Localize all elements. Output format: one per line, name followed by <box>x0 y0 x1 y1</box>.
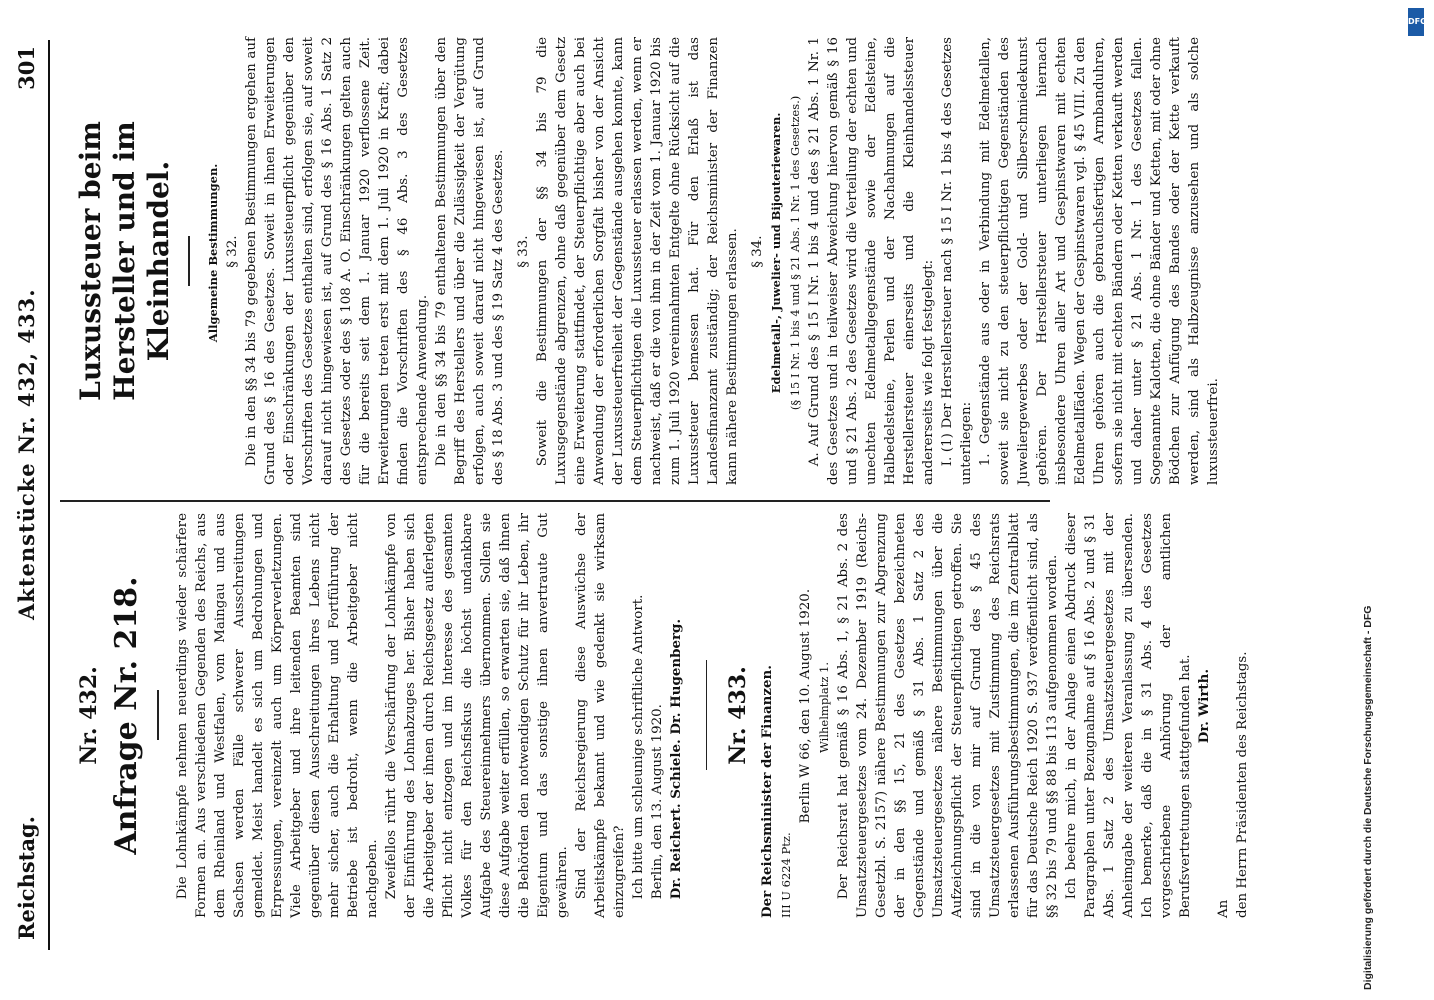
doc433-addressee-line1: An <box>1216 899 1231 918</box>
doc432-number: Nr. 432. <box>76 666 102 765</box>
header-left: Reichstag. <box>14 816 39 940</box>
right-column <box>58 37 1223 485</box>
para34-subheading: (§ 15 I Nr. 1 bis 4 und § 21 Abs. 1 Nr. 1 des Gesetzes.) <box>787 95 802 411</box>
para34-label: § 34. <box>749 235 765 268</box>
left-column <box>58 513 1252 918</box>
doc433-signature: Dr. Wirth. <box>1196 668 1212 744</box>
doc432-title: Anfrage Nr. 218. <box>109 576 144 855</box>
section-general-heading: Allgemeine Bestimmungen. <box>205 163 220 343</box>
para34-heading: Edelmetall-, Juwelier- und Bijouteriewaren. <box>768 112 783 394</box>
column-divider <box>60 500 1050 502</box>
doc432-paragraph: Zweifellos rührt die Verschärfung der Lohnkämpfe von der Einführung des Lohnabzuges her. Bisher haben sich die Arbeitgeber der ihnen durch Reichsgesetz auferlegten Pflicht nicht entzogen und im Interesse des gesamten Volkes für den Reichsfiskus die höchst undankbare Aufgabe des Steuereinnehmers übernommen. Sollen sie diese Aufgabe weiter erfüllen, so erwarten sie, daß ihnen die Behörden den notwendigen Schutz für ihr Leben, ihr Eigentum und das sonstige ihnen anvertraute Gut gewähren. <box>383 513 570 918</box>
doc433-addressee-line2: den Herrn Präsidenten des Reichstags. <box>1235 651 1250 918</box>
doc433-number: Nr. 433. <box>725 666 751 765</box>
enclosure-title: Luxussteuer beim Hersteller und im Kleinhandel. <box>74 121 175 401</box>
doc432-paragraph: Sind der Reichsregierung diese Auswüchse der Arbeitskämpfe bekannt und wie gedenkt sie wirksam einzugreifen? <box>573 513 627 918</box>
para34-paragraph: I. (1) Der Herstellersteuer nach § 15 I Nr. 1 bis 4 des Gesetzes unterliegen: <box>939 37 974 485</box>
page-number: 301 <box>14 46 39 90</box>
para32-paragraph: Die in den §§ 34 bis 79 gegebenen Bestimmungen ergehen auf Grund des § 16 des Gesetzes. Soweit in ihnen Erweiterungen oder Einschränkungen der Luxussteuerpflicht gegenüber den Vorschriften des Gesetzes enthalten sind, erfolgen sie, auf soweit darauf nicht hingewiesen ist, auf Grund des § 16 Abs. 1 Satz 2 des Gesetzes oder des § 108 A. O. Einschränkungen gelten auch für die bereits seit dem 1. Januar 1920 verflossene Zeit. Erweiterungen treten erst mit dem 1. Juli 1920 in Kraft; dabei finden die Vorschriften des § 46 Abs. 3 des Gesetzes entsprechende Anwendung. <box>243 37 430 485</box>
doc433-place-date: Berlin W 66, den 10. August 1920. <box>798 588 813 824</box>
dfg-logo: DFG <box>1408 8 1424 36</box>
divider <box>706 661 708 771</box>
doc433-street: Wilhelmplatz 1. <box>817 661 831 753</box>
para32-label: § 32. <box>224 235 240 268</box>
doc432-paragraph: Ich bitte um schleunige schriftliche Antwort. <box>630 594 646 900</box>
para34-paragraph: A. Auf Grund des § 15 I Nr. 1 bis 4 und des § 21 Abs. 1 Nr. 1 des Gesetzes und in teilweiser Abweichung hiervon gemäß § 16 und § 21 Abs. 2 des Gesetzes wird die Verteilung der echten und unechten Edelmetallgegenstände sowie der Edelsteine, Halbedelsteine, Perlen und der Nachahmungen auf die Herstellersteuer einerseits und die Kleinhandelssteuer andererseits wie folgt festgelegt: <box>806 37 936 485</box>
para34-paragraph: 1. Gegenstände aus oder in Verbindung mit Edelmetallen, soweit sie nicht zu den steuerpflichtigen Gegenständen des Juweliergewerbes oder der Gold- und Silberschmiedekunst gehören. Der Herstellersteuer unterliegen hiernach insbesondere Uhren aller Art und Gespinstwaren mit echten Edelmetallfäden. Wegen der Gespinstwaren vgl. § 45 VIII. Zu den Uhren gehören auch die gebrauchsfertigen Armbanduhren, sofern sie nicht mit echten Bändern oder Ketten verkauft werden und daher unter § 21 Abs. 1 Nr. 1 des Gesetzes fallen. Sogenannte Kalotten, die ohne Bänder und Ketten, mit oder ohne Bödchen zur Anfügung des Bandes oder der Kette verkauft werden, sind als Halbzeugnisse anzusehen und als solche luxussteuerfrei. <box>977 37 1221 485</box>
divider <box>188 236 190 286</box>
para32-paragraph: Die in den §§ 34 bis 79 enthaltenen Bestimmungen über den Begriff des Herstellers und über die Zulässigkeit der Vergütung erfolgen, auch soweit darauf nicht hingewiesen ist, auf Grund des § 18 Abs. 3 und des § 19 Satz 4 des Gesetzes. <box>433 37 506 485</box>
doc433-paragraph: Der Reichsrat hat gemäß § 16 Abs. 1, § 21 Abs. 2 des Umsatzsteuergesetzes vom 24. Dezember 1919 (Reichs-Gesetzbl. S. 2157) nähere Bestimmungen zur Abgrenzung der in den §§ 15, 21 des Gesetzes bezeichneten Gegenstände und gemäß § 31 Abs. 1 Satz 2 des Umsatzsteuergesetzes nähere Bestimmungen über die Aufzeichnungspflicht der Steuerpflichtigen getroffen. Sie sind in die von mir auf Grund des § 45 des Umsatzsteuergesetzes mit Zustimmung des Reichsrats erlassenen Ausführungsbestimmungen, die im Zentralblatt für das Deutsche Reich 1920 S. 937 veröffentlicht sind, als §§ 32 bis 79 und §§ 88 bis 113 aufgenommen worden. <box>836 513 1060 918</box>
para33-label: § 33. <box>515 235 531 268</box>
divider <box>157 691 159 741</box>
doc433-reference: III U 6224 Ptz. <box>779 832 793 918</box>
doc433-paragraph: Ich beehre mich, in der Anlage einen Abdruck dieser Paragraphen unter Bezugnahme auf § 16 Abs. 2 und § 31 Abs. 1 Satz 2 des Umsatzsteuergesetzes mit der Anheimgabe der weiteren Veranlassung zu übersenden. Ich bemerke, daß die in § 31 Abs. 4 des Gesetzes vorgeschriebene Anhörung der amtlichen Berufsvertretungen stattgefunden hat. <box>1064 513 1193 918</box>
doc433-sender: Der Reichsminister der Finanzen. <box>759 665 775 918</box>
doc432-signatures: Dr. Reichert. Schiele. Dr. Hugenberg. <box>667 618 684 900</box>
para33-paragraph: Soweit die Bestimmungen der §§ 34 bis 79 die Luxusgegenstände abgrenzen, ohne daß gegenüber dem Gesetz eine Erweiterung stattfindet, der Steuerpflichtige aber auch bei Anwendung der erforderlichen Sorgfalt bisher von der Ansicht der Luxussteuerfreiheit der Gegenstände ausgehen konnte, kann dem Steuerpflichtigen die Luxussteuer erlassen werden, wenn er nachweist, daß er die von ihm in der Zeit vom 1. Januar 1920 bis zum 1. Juli 1920 vereinnahmten Entgelte ohne Rücksicht auf die Luxussteuer bemessen hat. Für den Erlaß ist das Landesfinanzamt zuständig; der Reichsminister der Finanzen kann nähere Bestimmungen erlassen. <box>534 37 740 485</box>
doc432-paragraph: Die Lohnkämpfe nehmen neuerdings wieder schärfere Formen an. Aus verschiedenen Gegenden des Reichs, aus dem Rheinland und Westfalen, vom Maingau und aus Sachsen werden Fälle schwerer Ausschreitungen gemeldet. Meist handelt es sich um Bedrohungen und Erpressungen, vereinzelt auch um Körperverletzungen. Viele Arbeitgeber und ihre leitenden Beamten sind gegenüber diesen Ausschreitungen ihres Lebens nicht mehr sicher, auch die Erhaltung und Fortführung der Betriebe ist bedroht, wenn die Arbeitgeber nicht nachgeben. <box>174 513 380 918</box>
digitization-note: Digitalisierung gefördert durch die Deutsche Forschungsgemeinschaft - DFG <box>1362 605 1374 990</box>
running-header <box>8 40 50 950</box>
doc432-date: Berlin, den 13. August 1920. <box>649 704 665 900</box>
header-center: Aktenstücke Nr. 432, 433. <box>14 288 39 620</box>
